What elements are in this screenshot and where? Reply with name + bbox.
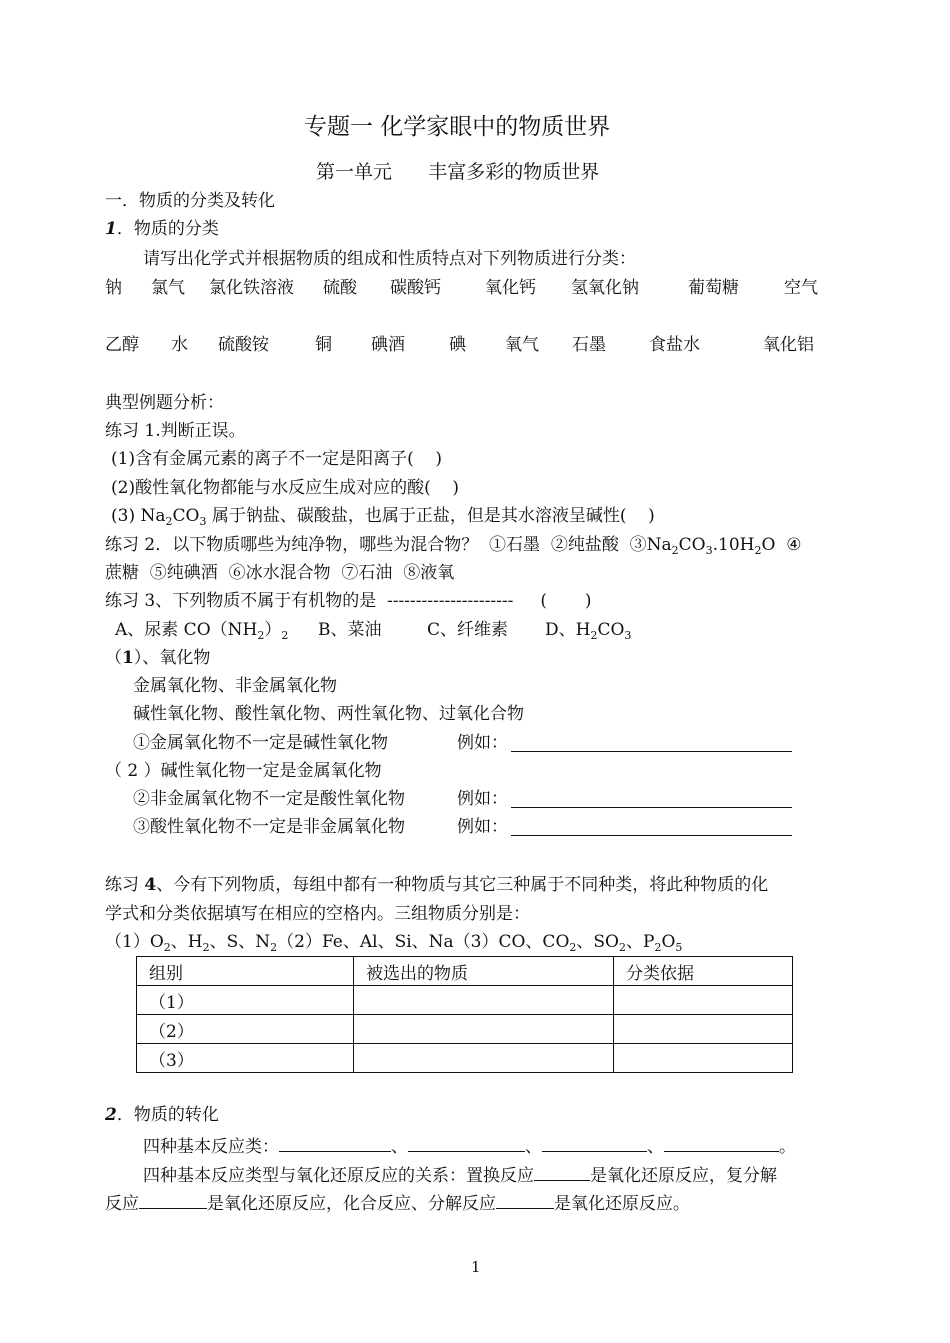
reaction-blank[interactable] [496,1194,554,1209]
option-b: B、菜油 [318,620,382,640]
substance-item: 石墨 [572,335,606,355]
exercise-1-q3: (3) $Na_2CO_3$ 属于钠盐、碳酸盐，也属于正盐，但是其水溶液呈碱性( ) [111,506,655,528]
subsection-2-label: ．物质的转化 [116,1105,219,1125]
ex4-number: 4 [144,875,157,895]
four-types-label: 四种基本反应类： [143,1137,279,1157]
substance-item: 乙醇 [105,335,139,355]
subsection-2-number: 2 [105,1105,117,1125]
four-types-line: 四种基本反应类： 、 、 、 。 [143,1137,796,1157]
subsection-label: ．物质的分类 [116,219,219,239]
reaction-blank[interactable] [542,1137,647,1152]
example-heading: 典型例题分析： [105,393,224,413]
ex2-prefix: 练习 2．以下物质哪些为纯净物，哪些为混合物？ ①石墨 ②纯盐酸 ③Na [105,535,672,555]
table-input-cell[interactable] [614,986,793,1015]
substance-item: 钠 [105,278,122,298]
table-input-cell[interactable] [614,1044,793,1073]
ex2-end: ④ [775,535,802,555]
oxide-line2: 碱性氧化物、酸性氧化物、两性氧化物、过氧化合物 [133,704,524,724]
substance-item: 氧化铝 [763,335,814,355]
example-label: 例如： [457,733,508,753]
answer-blank-3[interactable] [511,821,792,840]
oxide-number: 1 [122,648,134,668]
page-title: 专题一 化学家眼中的物质世界 [304,114,611,140]
table-header-cell: 被选出的物质 [354,957,614,986]
ex4-text: 、今有下列物质，每组中都有一种物质与其它三种属于不同种类，将此种物质的化 [156,875,769,895]
option-d-text: D、H [545,620,591,640]
substance-item: 氯气 [151,278,185,298]
substance-item: 氢氧化钠 [571,278,639,298]
oxide-point-4: ③酸性氧化物不一定是非金属氧化物 [133,817,405,837]
substance-item: 氯化铁溶液 [209,278,294,298]
relation-line2 [105,1194,690,1213]
oxide-heading [105,650,210,667]
q3-prefix: (3) Na [111,506,166,526]
oxide-point-3: ②非金属氧化物不一定是酸性氧化物 [133,789,405,809]
exercise-2-line1: 练习 2．以下物质哪些为纯净物，哪些为混合物？ ①石墨 ②纯盐酸 $③Na_2CO_3.10H_2O$ ④ [105,535,802,557]
table-input-cell[interactable] [614,1015,793,1044]
option-a: A、尿素 $CO(NH_2)_2$ [115,620,289,642]
substance-item: 空气 [784,278,818,298]
relation-text: 是氧化还原反应，化合反应、分解反应 [207,1194,496,1214]
exercise-1-q2: (2)酸性氧化物都能与水反应生成对应的酸( ) [111,478,459,498]
exercise-3-question: 练习 3、下列物质不属于有机物的是 ---------------------- ( ) [105,591,592,611]
substance-item: 氧气 [505,335,539,355]
exercise-1-title: 练习 1.判断正误。 [105,421,246,441]
table-input-cell[interactable] [354,986,614,1015]
substance-item: 碘 [449,335,466,355]
subsection-2-heading [105,1107,219,1124]
oxide-line1: 金属氧化物、非金属氧化物 [133,676,337,696]
option-c: C、纤维素 [427,620,509,640]
substance-item: 碘酒 [371,335,405,355]
page-subtitle: 第一单元 丰富多彩的物质世界 [316,161,600,183]
table-row [137,1015,793,1044]
exercise-2-line2: 蔗糖 ⑤纯碘酒 ⑥冰水混合物 ⑦石油 ⑧液氧 [105,563,455,583]
answer-blank-2[interactable] [511,793,792,812]
substance-item: 食盐水 [649,335,700,355]
reaction-blank[interactable] [408,1137,525,1152]
answer-blank-1[interactable] [511,737,792,756]
option-a-text: A、尿素 CO（NH [115,620,258,640]
table-row [137,986,793,1015]
exercise-4-line2: 学式和分类依据填写在相应的空格内。三组物质分别是： [105,904,530,924]
table-header-cell: 组别 [137,957,354,986]
exercise-4-groups: $(1)O_2$、$H_2$、S、$N_2(2)Fe$、Al、Si、Na（3）CO、$CO_2$、$SO_2$、$P_2O_5$ [105,932,683,954]
relation-text: 是氧化还原反应。 [554,1194,690,1214]
ex4-prefix: 练习 [105,875,145,895]
table-cell: （3） [137,1044,354,1073]
table-cell: （2） [137,1015,354,1044]
exercise-4-line1 [105,877,768,894]
relation-text: 四种基本反应类型与氧化还原反应的关系：置换反应 [143,1166,534,1186]
table-cell: （1） [137,986,354,1015]
table-header-row [137,957,793,986]
option-d: D、$H_2CO_3$ [545,620,632,642]
substance-item: 水 [171,335,188,355]
relation-text: 是氧化还原反应，复分解 [590,1166,777,1186]
oxide-point-2: （ 2 ）碱性氧化物一定是金属氧化物 [105,761,382,781]
table-row [137,1044,793,1073]
table-header-cell: 分类依据 [614,957,793,986]
substance-item: 氧化钙 [485,278,536,298]
reaction-blank[interactable] [139,1194,207,1209]
subsection-number: 1 [105,219,117,239]
substance-item: 硫酸铵 [218,335,269,355]
subsection-heading [105,221,219,238]
oxide-paren-open: （ [105,648,122,668]
instruction: 请写出化学式并根据物质的组成和性质特点对下列物质进行分类： [143,249,636,269]
substance-item: 铜 [315,335,332,355]
oxide-point-1: ①金属氧化物不一定是碱性氧化物 [133,733,388,753]
page-number: 1 [471,1258,481,1276]
example-label: 例如： [457,817,508,837]
substance-item: 葡萄糖 [688,278,739,298]
example-label: 例如： [457,789,508,809]
substance-item: 硫酸 [323,278,357,298]
q3-text: 属于钠盐、碳酸盐，也属于正盐，但是其水溶液呈碱性( ) [211,506,655,526]
section-heading: 一．物质的分类及转化 [105,191,275,211]
relation-line1 [143,1166,777,1185]
reaction-blank[interactable] [534,1166,590,1181]
oxide-heading-text: ）、氧化物 [133,648,211,668]
reaction-blank[interactable] [664,1137,779,1152]
answer-table [136,956,793,1073]
reaction-blank[interactable] [279,1137,391,1152]
exercise-1-q1: (1)含有金属元素的离子不一定是阳离子( ) [111,449,442,469]
table-input-cell[interactable] [354,1015,614,1044]
substance-item: 碳酸钙 [390,278,441,298]
table-input-cell[interactable] [354,1044,614,1073]
relation-text: 反应 [105,1194,139,1214]
